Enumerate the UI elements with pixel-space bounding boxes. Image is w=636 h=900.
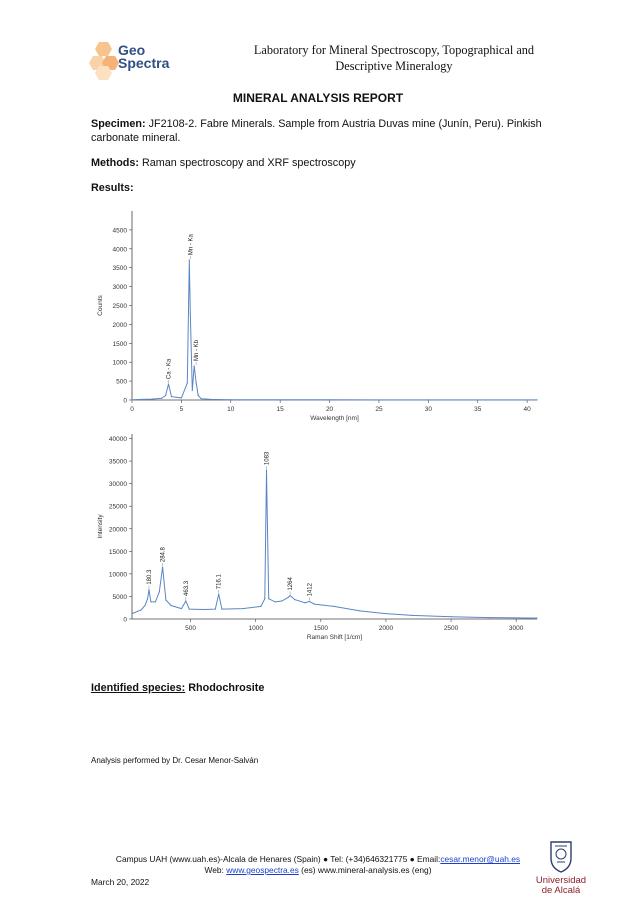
raman-y-axis-label: Intensity [97, 514, 104, 539]
raman-peak-label: 463.3 [183, 580, 190, 596]
raman-y-tick-label: 25000 [108, 503, 127, 511]
geospectra-logo [88, 40, 188, 80]
xrf-x-tick-label: 15 [276, 406, 284, 413]
raman-data-point [159, 591, 160, 592]
logo-text-spectra: Spectra [118, 55, 170, 71]
report-title: MINERAL ANALYSIS REPORT [232, 91, 404, 105]
raman-peak-label: 1264 [288, 577, 295, 591]
raman-x-tick-label: 2500 [443, 625, 459, 632]
xrf-data-point [190, 312, 191, 313]
raman-data-point [242, 608, 243, 609]
raman-data-point [218, 594, 219, 595]
xrf-peak-label: Mn - Ka [188, 234, 195, 256]
xrf-x-tick-label: 30 [424, 406, 432, 413]
logo-text-geo: Geo [118, 42, 146, 58]
raman-peak-label: 284.8 [160, 547, 167, 563]
xrf-y-tick-label: 2500 [112, 303, 127, 310]
xrf-data-point [187, 382, 188, 383]
raman-data-point [281, 600, 282, 601]
raman-data-point [170, 605, 171, 606]
raman-y-tick-label: 5000 [112, 593, 127, 601]
xrf-x-tick-label: 20 [325, 406, 334, 413]
university-crest-icon [531, 838, 591, 894]
xrf-y-axis-label: Counts [97, 295, 104, 316]
raman-data-point [411, 615, 412, 616]
raman-x-tick-label: 3000 [508, 625, 524, 632]
xrf-y-tick-label: 1500 [112, 340, 127, 348]
raman-y-tick-label: 40000 [108, 436, 127, 444]
raman-data-point [203, 609, 204, 610]
xrf-data-point [181, 397, 182, 398]
species-label: Identified species: [91, 682, 186, 694]
lab-name [248, 42, 540, 74]
raman-x-tick-label: 1000 [248, 625, 263, 632]
xrf-y-tick-label: 500 [116, 378, 127, 386]
analyst-note: Analysis performed by Dr. Cesar Menor-Salván [91, 756, 259, 765]
footer-address: Campus UAH (www.uah.es)-Alcala de Henares (Spain) ● Tel: (+34)646321775 ● Email: [115, 854, 441, 864]
xrf-peak-label: Ca - Ka [166, 358, 173, 380]
specimen-paragraph [91, 117, 551, 145]
raman-data-point [359, 610, 360, 611]
xrf-x-tick-label: 5 [179, 406, 184, 413]
raman-data-point [490, 617, 491, 618]
raman-data-point [450, 616, 451, 617]
identified-species [91, 682, 264, 694]
raman-data-point [294, 599, 295, 600]
xrf-data-point [201, 398, 202, 399]
xrf-data-point [168, 384, 169, 385]
raman-data-point [147, 598, 148, 599]
specimen-label: Specimen: [91, 118, 146, 130]
xrf-chart [90, 205, 550, 423]
xrf-data-point [210, 399, 211, 400]
footer-web-prefix: Web: [204, 865, 227, 875]
raman-y-tick-label: 10000 [108, 571, 127, 579]
raman-data-point [148, 589, 149, 590]
xrf-data-point [161, 398, 162, 399]
xrf-y-tick-label: 3500 [112, 265, 127, 273]
xrf-data-point [189, 260, 190, 261]
xrf-y-tick-label: 3000 [112, 284, 127, 292]
university-logo [531, 838, 591, 894]
xrf-y-tick-label: 0 [123, 397, 127, 405]
xrf-data-point [230, 399, 231, 400]
raman-data-point [131, 613, 132, 614]
raman-spectrum-line [132, 470, 537, 618]
xrf-data-point [536, 399, 537, 400]
specimen-text: JF2108-2. Fabre Minerals. Sample from Austria Duvas mine (Junín, Peru). Pinkish carbonate mineral. [91, 118, 542, 144]
raman-data-point [333, 606, 334, 607]
methods-paragraph [91, 156, 551, 170]
raman-peak-label: 716.1 [216, 574, 223, 590]
methods-text: Raman spectroscopy and XRF spectroscopy [141, 157, 356, 169]
results-label: Results: [91, 182, 134, 194]
raman-x-tick-label: 1500 [313, 625, 329, 632]
raman-x-tick-label: 500 [185, 625, 197, 632]
xrf-data-point [165, 395, 166, 396]
report-date: March 20, 2022 [91, 877, 150, 887]
xrf-x-tick-label: 40 [523, 406, 531, 413]
raman-data-point [275, 601, 276, 602]
raman-data-point [305, 602, 306, 603]
footer-contact [100, 854, 536, 876]
xrf-x-tick-label: 10 [227, 406, 235, 413]
hexagon-logo-icon [88, 40, 188, 80]
raman-data-point [309, 601, 310, 602]
raman-data-point [165, 599, 166, 600]
raman-data-point [141, 609, 142, 610]
xrf-data-point [192, 390, 193, 391]
raman-data-point [155, 601, 156, 602]
raman-y-tick-label: 30000 [108, 481, 127, 489]
raman-data-point [536, 617, 537, 618]
species-value: Rhodochrosite [188, 682, 265, 694]
raman-data-point [289, 595, 290, 596]
raman-data-point [288, 597, 289, 598]
raman-y-tick-label: 15000 [108, 548, 127, 556]
xrf-y-tick-label: 2000 [112, 321, 127, 329]
raman-data-point [314, 604, 315, 605]
xrf-data-point [329, 399, 330, 400]
xrf-data-point [141, 399, 142, 400]
xrf-data-point [131, 399, 132, 400]
xrf-data-point [171, 396, 172, 397]
xrf-x-tick-label: 25 [375, 406, 383, 413]
xrf-data-point [428, 399, 429, 400]
raman-data-point [150, 601, 151, 602]
footer-line1 [100, 854, 536, 865]
raman-data-point [185, 600, 186, 601]
xrf-spectrum-line [132, 260, 537, 400]
uni-name-line1: Universidad [535, 875, 587, 886]
raman-data-point [264, 598, 265, 599]
uni-name-line2: de Alcalá [541, 885, 581, 894]
raman-data-point [189, 608, 190, 609]
xrf-data-point [280, 399, 281, 400]
raman-y-tick-label: 20000 [108, 526, 127, 534]
raman-y-tick-label: 0 [123, 616, 127, 624]
raman-data-point [385, 613, 386, 614]
raman-x-axis-label: Raman Shift [1/cm] [306, 634, 363, 641]
lab-name-line1: Laboratory for Mineral Spectroscopy, Topographical and [253, 43, 535, 57]
xrf-data-point [151, 398, 152, 399]
footer-web-suffix: (es) www.mineral-analysis.es (eng) [298, 865, 432, 875]
xrf-y-tick-label: 4500 [112, 227, 127, 235]
xrf-data-point [196, 382, 197, 383]
raman-data-point [215, 608, 216, 609]
raman-x-tick-label: 2000 [378, 625, 394, 632]
raman-y-tick-label: 35000 [108, 458, 127, 466]
methods-label: Methods: [91, 157, 139, 169]
xrf-x-tick-label: 0 [130, 406, 134, 413]
raman-data-point [260, 606, 261, 607]
raman-data-point [181, 608, 182, 609]
footer-line2 [100, 865, 536, 876]
raman-peak-label: 180.3 [146, 569, 153, 585]
lab-name-line2: Descriptive Mineralogy [335, 59, 453, 73]
raman-data-point [221, 608, 222, 609]
raman-peak-label: 1412 [307, 583, 314, 597]
results-paragraph [91, 181, 551, 195]
xrf-x-tick-label: 35 [474, 406, 482, 413]
xrf-data-point [198, 395, 199, 396]
xrf-peak-label: Mn - Kb [194, 339, 201, 361]
xrf-y-tick-label: 1000 [112, 359, 127, 367]
raman-chart [90, 428, 550, 643]
xrf-x-axis-label: Wavelength [nm] [310, 415, 359, 422]
xrf-data-point [194, 365, 195, 366]
web-link[interactable]: www.geospectra.es [226, 865, 299, 875]
xrf-y-tick-label: 4000 [112, 246, 127, 254]
raman-data-point [162, 567, 163, 568]
email-link[interactable]: cesar.menor@uah.es [440, 854, 521, 864]
raman-data-point [268, 598, 269, 599]
raman-data-point [144, 605, 145, 606]
raman-data-point [266, 469, 267, 470]
raman-peak-label: 1083 [264, 451, 271, 466]
